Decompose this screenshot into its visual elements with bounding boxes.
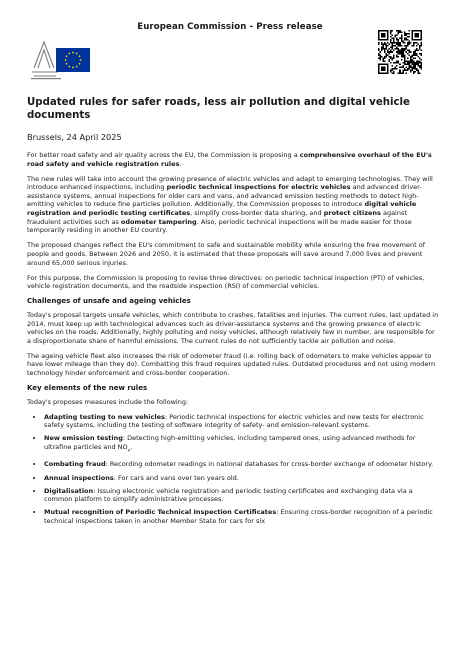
article-body <box>27 151 439 530</box>
flag-star-icon <box>80 59 82 61</box>
eu-commission-logo <box>30 38 92 82</box>
body-paragraph: For this purpose, the Commission is proposing to revise three directives: on periodic technical inspection (PTI) of vehicles, vehicle registration documents, and the roadside inspection (RSI) of commercial vehicles. <box>27 273 425 291</box>
flag-star-icon <box>68 53 70 55</box>
body-paragraph: Today's proposal targets unsafe vehicles, which contribute to crashes, fatalities and injuries. The current rules, last updated in 2014, must keep up with technological advances such as driver-assistance systems and the growing presence of electric vehicles on the roads. Additionally, highly polluting and noisy vehicles, although relatively few in number, are responsible for a disproportionate share of harmful emissions. The current rules do not sufficiently tackle air pollution and noise. <box>27 310 439 345</box>
flag-star-icon <box>76 66 78 68</box>
list-item: • Annual inspections: For cars and vans over ten years old. <box>44 474 439 483</box>
flag-star-icon <box>66 63 68 65</box>
section-heading: Challenges of unsafe and ageing vehicles <box>27 297 191 306</box>
section-heading: Key elements of the new rules <box>27 384 148 393</box>
body-paragraph: The ageing vehicle fleet also increases the risk of odometer fraud (i.e. rolling back of odometers to make vehicles appear to have lower mileage than they do). Combatting this fraud requires updated rules. Outdated procedures and not using modern technology hinder enforcement and cross-border cooperation. <box>27 351 436 377</box>
list-item: • Mutual recognition of Periodic Technical Inspection Certificates: Ensuring cross-border recognition of a periodic technical inspections taken in another Member State for cars for six <box>44 508 439 525</box>
list-item: • New emission testing: Detecting high-emitting vehicles, including tampered ones, using advanced methods for ultrafine particles and $NO_x$. <box>44 434 439 455</box>
flag-star-icon <box>79 63 81 65</box>
qr-code <box>378 30 422 74</box>
list-item: • Digitalisation: Issuing electronic vehicle registration and periodic testing certificates and exchanging data via a common platform to simplify administrative processes. <box>44 487 439 504</box>
key-elements-list <box>27 413 439 526</box>
flag-star-icon <box>65 59 67 61</box>
body-paragraph: The new rules will take into account the growing presence of electric vehicles and adapt to emerging technologies. They will introduce enhanced inspections, including periodic technical inspections for electric vehicles and advanced driver-assistance systems, annual inspections for older cars and vans, and advanced emission testing methods to detect high-emitting vehicles to reduce fine particles pollution. Additionally, the Commission proposes to introduce digital vehicle registration and periodic testing certificates, simplify cross-border data sharing, and protect citizens against fraudulent activities such as odometer tampering. Also, periodic technical inspections will be made easier for those temporarily residing in another EU country. <box>27 174 433 235</box>
flag-star-icon <box>72 52 74 54</box>
press-release-title: Updated rules for safer roads, less air pollution and digital vehicle documents <box>27 97 410 121</box>
list-item: • Adapting testing to new vehicles: Periodic technical inspections for electric vehicles and new tests for electronic safety systems, including the testing of software integrity of safety- and emission-relevant systems. <box>44 413 439 430</box>
flag-star-icon <box>76 53 78 55</box>
intro-paragraph: For better road safety and air quality across the EU, the Commission is proposing a comprehensive overhaul of the EU's road safety and vehicle registration rules. <box>27 151 432 168</box>
flag-star-icon <box>68 66 70 68</box>
flag-star-icon <box>79 55 81 57</box>
press-release-header: European Commission - Press release <box>137 22 323 32</box>
flag-star-icon <box>72 67 74 69</box>
dateline: Brussels, 24 April 2025 <box>27 132 122 142</box>
body-paragraph: Today's proposes measures include the following: <box>27 397 189 406</box>
body-paragraph: The proposed changes reflect the EU's commitment to safe and sustainable mobility while ensuring the free movement of people and goods. Between 2026 and 2050, it is estimated that these proposals will save around 7,000 lives and prevent around 65,000 serious injuries. <box>27 241 426 267</box>
flag-star-icon <box>66 55 68 57</box>
list-item: • Combating fraud: Recording odometer readings in national databases for cross-border exchange of odometer history. <box>44 460 439 469</box>
